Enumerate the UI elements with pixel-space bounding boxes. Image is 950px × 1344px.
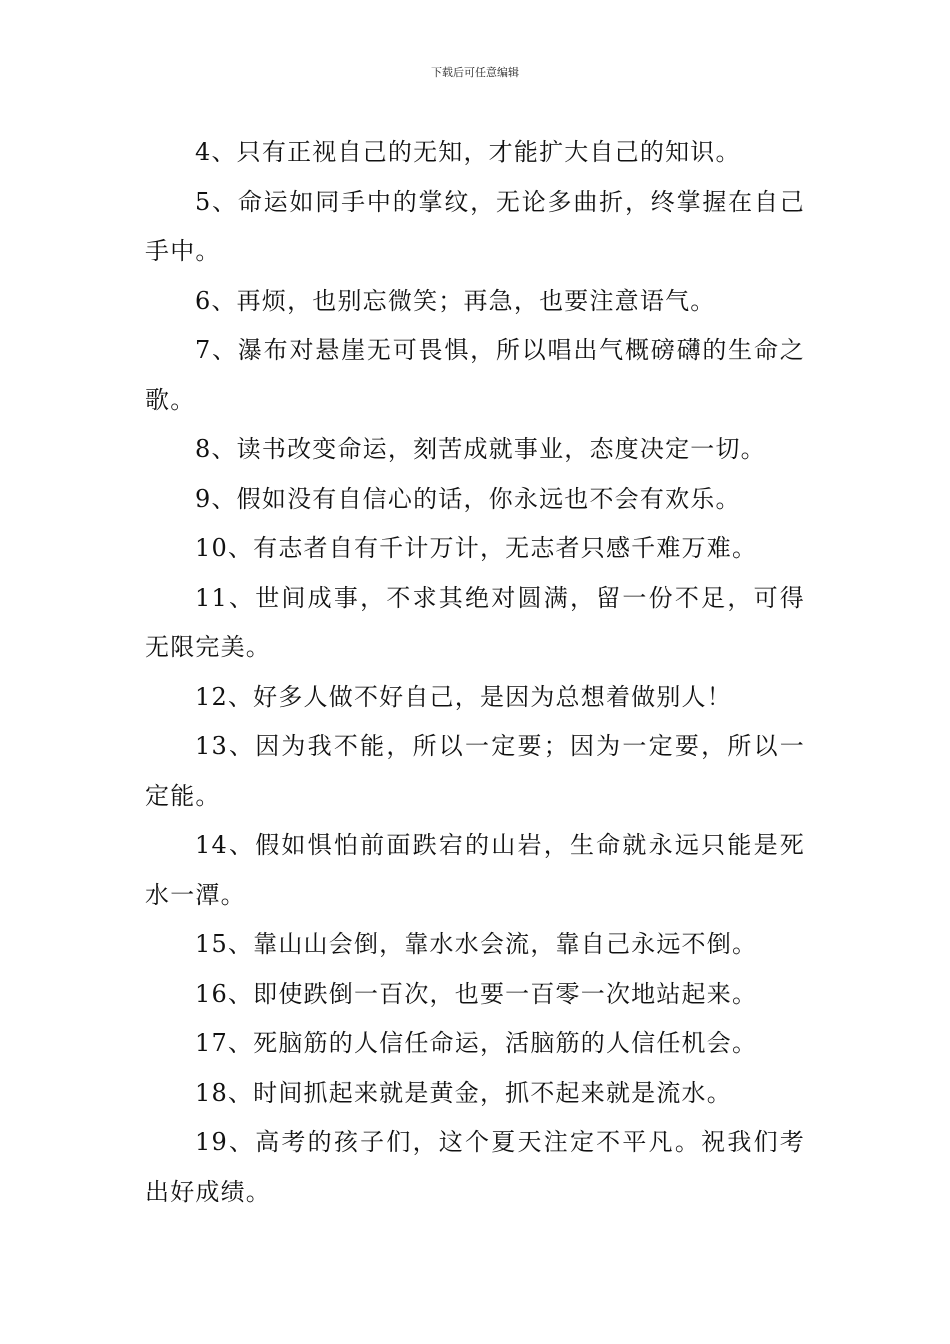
paragraph: 8、读书改变命运，刻苦成就事业，态度决定一切。 bbox=[195, 435, 766, 463]
paragraph: 4、只有正视自己的无知，才能扩大自己的知识。 bbox=[195, 138, 741, 166]
paragraph: 6、再烦，也别忘微笑；再急，也要注意语气。 bbox=[195, 286, 716, 315]
paragraph: 7、瀑布对悬崖无可畏惧，所以唱出气概磅礴的生命之歌。 bbox=[145, 336, 805, 414]
page-header: 下载后可任意编辑 bbox=[431, 66, 519, 79]
paragraph: 19、高考的孩子们，这个夏天注定不平凡。祝我们考出好成绩。 bbox=[145, 1128, 805, 1206]
paragraph: 18、时间抓起来就是黄金，抓不起来就是流水。 bbox=[195, 1078, 732, 1107]
paragraph: 11、世间成事，不求其绝对圆满，留一份不足，可得无限完美。 bbox=[145, 583, 805, 661]
paragraph: 10、有志者自有千计万计，无志者只感千难万难。 bbox=[195, 534, 758, 562]
paragraph: 15、靠山山会倒，靠水水会流，靠自己永远不倒。 bbox=[195, 930, 758, 958]
paragraph: 9、假如没有自信心的话，你永远也不会有欢乐。 bbox=[195, 484, 741, 513]
paragraph: 5、命运如同手中的掌纹，无论多曲折，终掌握在自己手中。 bbox=[145, 187, 805, 265]
paragraph: 13、因为我不能，所以一定要；因为一定要，所以一定能。 bbox=[145, 732, 805, 810]
paragraph: 16、即使跌倒一百次，也要一百零一次地站起来。 bbox=[195, 979, 758, 1008]
paragraph: 17、死脑筋的人信任命运，活脑筋的人信任机会。 bbox=[195, 1029, 758, 1057]
paragraph: 14、假如惧怕前面跌宕的山岩，生命就永远只能是死水一潭。 bbox=[145, 831, 805, 909]
document-body bbox=[145, 128, 805, 1217]
paragraph: 12、好多人做不好自己，是因为总想着做别人！ bbox=[195, 682, 732, 711]
